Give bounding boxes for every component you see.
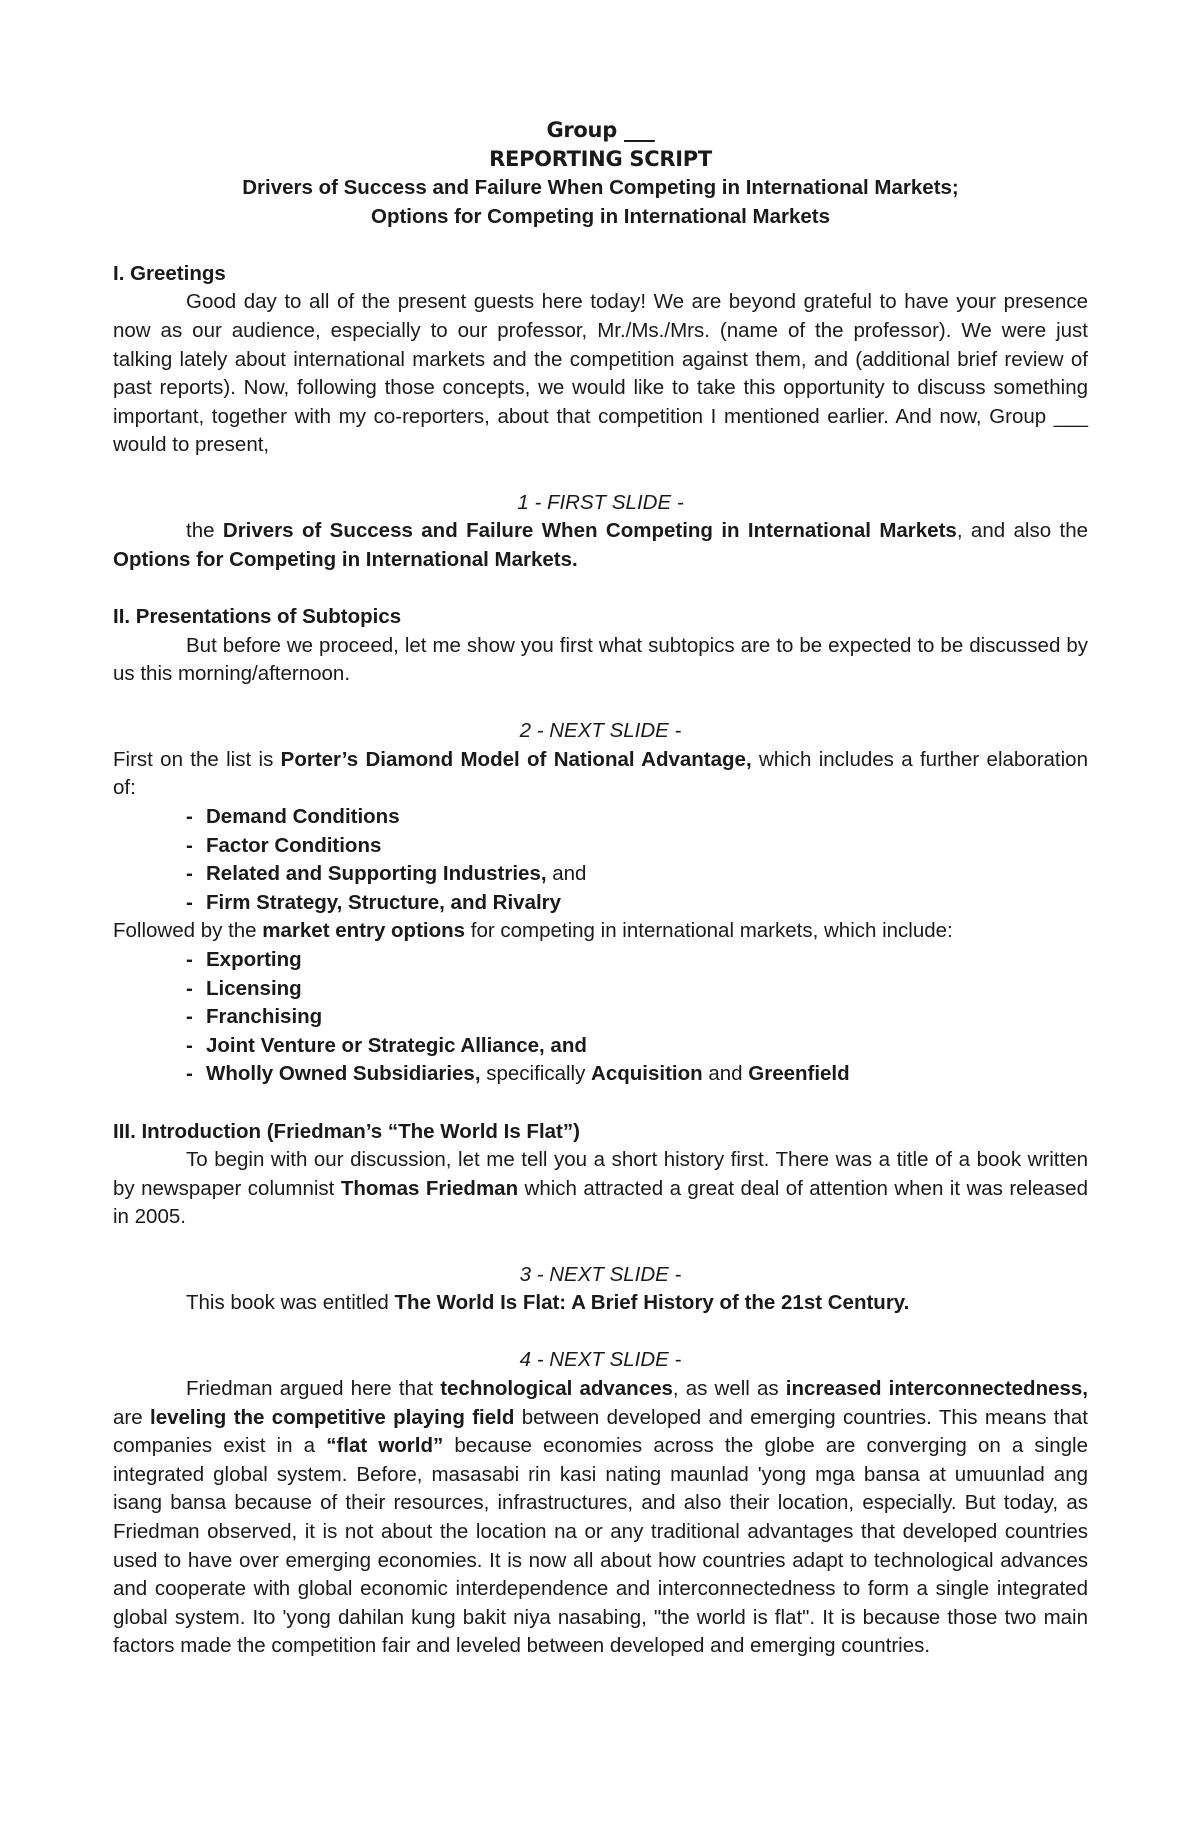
dash-bullet: - (186, 1005, 193, 1029)
entry-options-list (113, 946, 1088, 1089)
slide-marker-1: 1 - FIRST SLIDE - (517, 490, 684, 514)
bold-run: Options for Competing in International Markets. (113, 547, 578, 571)
list-item (186, 975, 1088, 1004)
dash-bullet: - (186, 1062, 193, 1086)
dash-bullet: - (186, 862, 193, 886)
text-run: Followed by the (113, 919, 263, 943)
group-label: Group ___ (546, 118, 655, 142)
subtopics-paragraph: But before we proceed, let me show you first what subtopics are to be expected to be discussed by us this morning/afternoon. (113, 633, 1088, 686)
section-heading-subtopics: II. Presentations of Subtopics (113, 604, 402, 628)
list-item-text: Exporting (206, 948, 302, 972)
bold-run: market entry options (262, 919, 466, 943)
slide-marker-3: 3 - NEXT SLIDE - (519, 1262, 682, 1286)
list-item-text: Wholly Owned Subsidiaries, (206, 1062, 481, 1086)
entry-options-paragraph (113, 917, 1088, 946)
porter-intro-paragraph (113, 746, 1088, 803)
text-run: specifically (480, 1062, 592, 1086)
text-run: To begin with our discussion, let me tell you a short history first. There was a title of a book written by newspaper columnist (113, 1148, 1088, 1200)
text-run: which includes a further elaboration of: (113, 747, 1088, 800)
text-run: , and also the (956, 519, 1088, 543)
text-run: First on the list is (113, 747, 281, 771)
bold-run: Drivers of Success and Failure When Competing in International Markets (222, 519, 957, 543)
list-item-text: Joint Venture or Strategic Alliance, and (206, 1033, 587, 1057)
text-run: for competing in international markets, which include: (465, 919, 953, 943)
bold-run: “flat world” (326, 1434, 444, 1458)
list-item-text: Factor Conditions (206, 833, 382, 857)
list-item-text: Licensing (206, 976, 302, 1000)
text-run: because economies across the globe are converging on a single integrated global system. Before, masasabi rin kasi nating maunlad 'yong mga bansa at umuunlad ang isang bansa because of their resources, infrastructures, and also their location, especially. But today, as Friedman observed, it is not about the location na or any traditional advantages that developed countries used to have over emerging economies. It is now all about how countries adapt to technological advances and cooperate with global economic interdependence and interconnectedness to form a single integrated global system. Ito 'yong dahilan kung bakit niya nasabing, "the world is flat". It is because those two main factors made the competition fair and leveled between developed and emerging countries. (113, 1434, 1088, 1658)
list-item-text: Franchising (206, 1005, 323, 1029)
text-run: This book was entitled (186, 1291, 395, 1315)
list-item (186, 803, 1088, 832)
bold-run: The World Is Flat: A Brief History of the 21st Century. (394, 1291, 910, 1315)
introduction-paragraph-1 (113, 1146, 1088, 1232)
list-item-text: Related and Supporting Industries, (206, 862, 547, 886)
list-item-suffix: and (546, 862, 587, 886)
bold-run: increased interconnectedness, (785, 1376, 1088, 1400)
list-item-text: Firm Strategy, Structure, and Rivalry (206, 890, 562, 914)
dash-bullet: - (186, 833, 193, 857)
text-run: between developed and emerging countries. This means that companies exist in a (113, 1405, 1088, 1458)
list-item (186, 889, 1088, 918)
dash-bullet: - (186, 805, 193, 829)
document-page (113, 116, 1088, 1661)
text-run: the (186, 519, 223, 543)
introduction-paragraph-2 (113, 1289, 1088, 1318)
text-run: , as well as (672, 1376, 786, 1400)
bold-run: technological advances (440, 1376, 673, 1400)
bold-run: leveling the competitive playing field (150, 1405, 515, 1429)
list-item-text: Demand Conditions (206, 805, 400, 829)
text-run: are (113, 1405, 150, 1429)
list-item (186, 946, 1088, 975)
dash-bullet: - (186, 890, 193, 914)
bold-run: Greenfield (748, 1062, 850, 1086)
porter-list (113, 803, 1088, 917)
first-slide-paragraph (113, 517, 1088, 574)
list-item (186, 1060, 1088, 1089)
text-run: Friedman argued here that (186, 1376, 441, 1400)
list-item (186, 860, 1088, 889)
bold-run: Porter’s Diamond Model of National Advantage, (280, 747, 752, 771)
section-heading-introduction: III. Introduction (Friedman’s “The World Is Flat”) (113, 1119, 580, 1143)
dash-bullet: - (186, 976, 193, 1000)
bold-run: Acquisition (591, 1062, 703, 1086)
list-item (186, 1032, 1088, 1061)
dash-bullet: - (186, 948, 193, 972)
subtitle-line-2: Options for Competing in International Markets (371, 204, 830, 228)
slide-marker-4: 4 - NEXT SLIDE - (519, 1348, 682, 1372)
introduction-paragraph-3 (113, 1375, 1088, 1661)
dash-bullet: - (186, 1033, 193, 1057)
document-title: REPORTING SCRIPT (489, 147, 712, 171)
greetings-paragraph: Good day to all of the present guests here today! We are beyond grateful to have your presence now as our audience, especially to our professor, Mr./Ms./Mrs. (name of the professor). We were just talking lately about international markets and the competition against them, and (additional brief review of past reports). Now, following those concepts, we would like to take this opportunity to discuss something important, together with my co-reporters, about that competition I mentioned earlier. And now, Group ___ would to present, (113, 290, 1088, 457)
list-item (186, 1003, 1088, 1032)
slide-marker-2: 2 - NEXT SLIDE - (519, 719, 682, 743)
bold-run: Thomas Friedman (340, 1176, 519, 1200)
subtitle-line-1: Drivers of Success and Failure When Competing in International Markets; (242, 176, 959, 199)
text-run: which attracted a great deal of attention when it was released in 2005. (113, 1176, 1088, 1229)
section-heading-greetings: I. Greetings (113, 261, 226, 285)
list-item (186, 832, 1088, 861)
text-run: and (702, 1062, 749, 1086)
